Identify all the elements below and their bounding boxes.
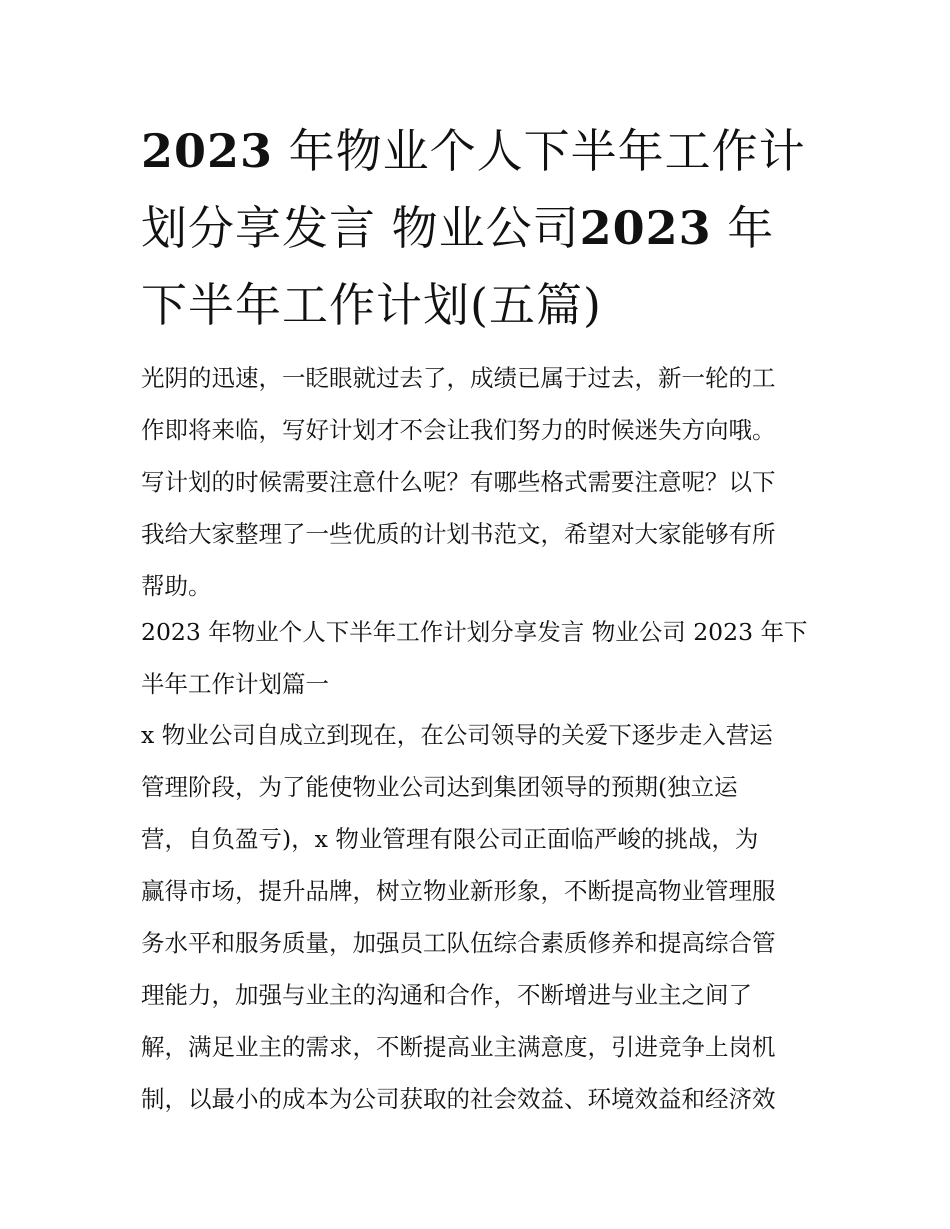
title-text: 划分享发言 物业公司: [141, 201, 580, 255]
title-year: 2023: [579, 201, 712, 255]
text-line: 理能力，加强与业主的沟通和合作，不断增进与业主之间了: [141, 981, 752, 1009]
title-text: 下半年工作计划(五篇): [141, 278, 602, 332]
title-line-3: [141, 267, 816, 344]
intro-paragraph: [141, 352, 816, 612]
text-line: 帮助。: [141, 572, 212, 600]
title-year: 2023: [141, 124, 274, 178]
text-line: 务水平和服务质量，加强员工队伍综合素质修养和提高综合管: [141, 929, 776, 957]
title-line-2: [141, 190, 816, 267]
text-line: 作即将来临，写好计划才不会让我们努力的时候迷失方向哦。: [141, 416, 776, 444]
text-line: 制，以最小的成本为公司获取的社会效益、环境效益和经济效: [141, 1085, 776, 1113]
text-line: 管理阶段，为了能使物业公司达到集团领导的预期(独立运: [141, 773, 738, 801]
text-line: 2023 年物业个人下半年工作计划分享发言 物业公司 2023 年下: [141, 618, 808, 646]
text-line: 赢得市场，提升品牌，树立物业新形象，不断提高物业管理服: [141, 877, 776, 905]
text-line: x 物业公司自成立到现在，在公司领导的关爱下逐步走入营运: [141, 721, 773, 749]
text-line: 写计划的时候需要注意什么呢？有哪些格式需要注意呢？以下: [141, 468, 776, 496]
title-text: 年物业个人下半年工作计: [273, 124, 806, 178]
title-text: 年: [711, 201, 775, 255]
title-line-1: [141, 113, 816, 190]
text-line: 我给大家整理了一些优质的计划书范文，希望对大家能够有所: [141, 520, 776, 548]
text-line: 光阴的迅速，一眨眼就过去了，成绩已属于过去，新一轮的工: [141, 364, 776, 392]
text-line: 解，满足业主的需求，不断提高业主满意度，引进竞争上岗机: [141, 1033, 776, 1061]
document-title: [141, 113, 816, 344]
body-paragraph: [141, 709, 816, 1125]
text-line: 半年工作计划篇一: [141, 670, 329, 698]
section-heading: [141, 606, 816, 710]
text-line: 营，自负盈亏)，x 物业管理有限公司正面临严峻的挑战，为: [141, 825, 759, 853]
